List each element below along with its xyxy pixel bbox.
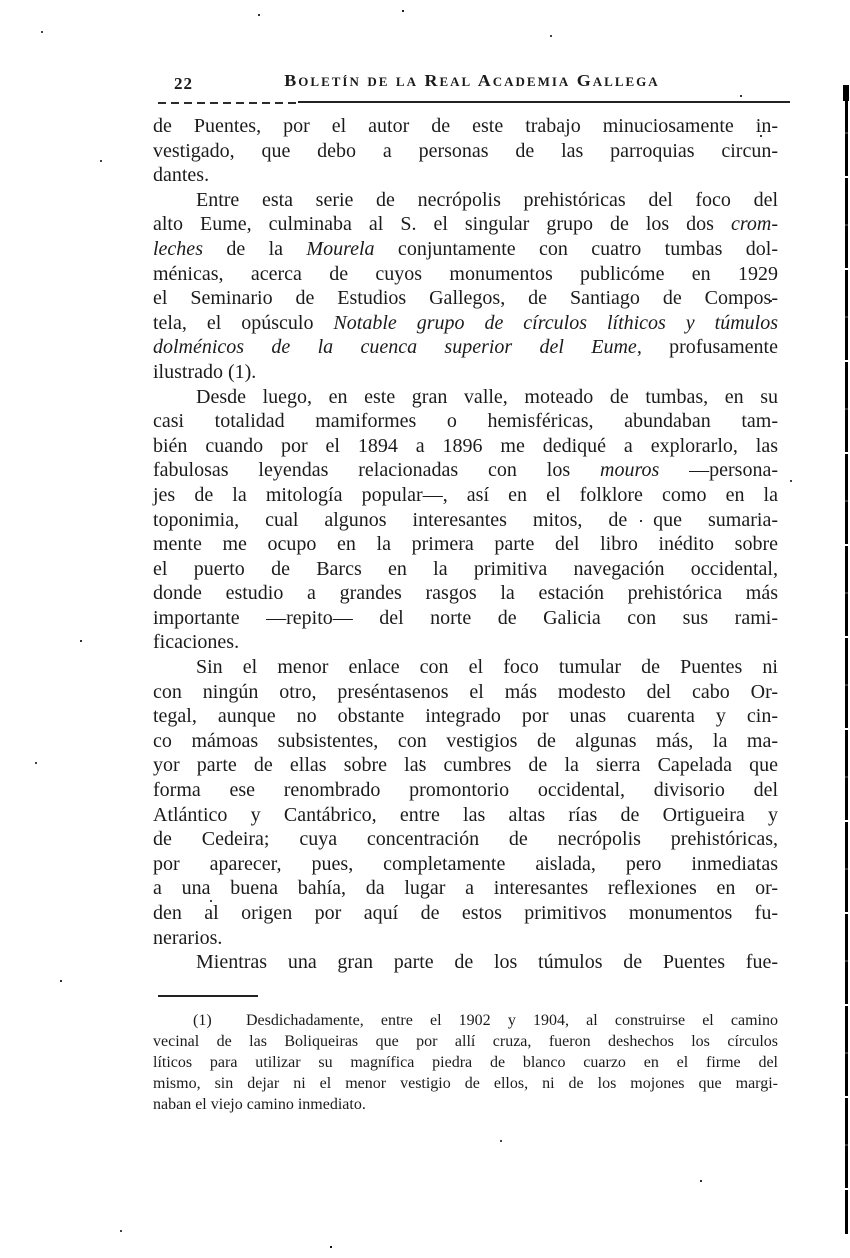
text-line: yor parte de ellas sobre las cumbres de la sierra Capelada que	[153, 754, 778, 777]
text-line: mente me ocupo en la primera parte del libro inédito sobre	[153, 533, 778, 556]
text-line: forma ese renombrado promontorio occidental, divisorio del	[153, 779, 778, 802]
text-line: dolménicos de la cuenca superior del Eume, profusamente	[153, 336, 778, 359]
text-line: naban el viejo camino inmediato.	[153, 1096, 366, 1113]
text-line: (1) Desdichadamente, entre el 1902 y 1904, al construirse el camino	[193, 1012, 778, 1029]
text-line: fabulosas leyendas relacionadas con los mouros —persona-	[153, 459, 779, 482]
text-line: Atlántico y Cantábrico, entre las altas rías de Ortigueira y	[153, 803, 778, 826]
text-line: líticos para utilizar su magnífica piedra de blanco cuarzo en el firme del	[153, 1054, 778, 1071]
scan-speckles	[0, 0, 2, 2]
header-rule-solid-segment	[298, 101, 790, 103]
text-line: ilustrado (1).	[153, 360, 257, 383]
page-body	[153, 114, 778, 975]
text-line: ménicas, acerca de cuyos monumentos publicóme en 1929	[153, 262, 778, 285]
text-line: con ningún otro, preséntasenos el más modesto del cabo Or-	[153, 680, 778, 703]
text-line: Sin el menor enlace con el foco tumular de Puentes ni	[196, 656, 778, 679]
header-rule	[158, 101, 790, 104]
text-line: ficaciones.	[153, 631, 240, 654]
text-line: el puerto de Barcs en la primitiva navegación occidental,	[153, 557, 778, 580]
text-line: de Cedeira; cuya concentración de necrópolis prehistóricas,	[153, 828, 778, 851]
text-line: vestigado, que debo a personas de las parroquias circun-	[153, 139, 778, 162]
footnote-separator	[158, 995, 258, 997]
text-line: alto Eume, culminaba al S. el singular grupo de los dos crom-	[153, 213, 778, 236]
scan-edge-artifact	[845, 86, 848, 1234]
text-line: tela, el opúsculo Notable grupo de círculos líthicos y túmulos	[153, 311, 778, 334]
footnote	[153, 1010, 778, 1115]
page-number: 22	[174, 74, 193, 93]
text-line: dantes.	[153, 164, 210, 187]
text-line: Desde luego, en este gran valle, moteado de tumbas, en su	[196, 385, 778, 408]
paragraph	[153, 950, 778, 975]
text-line: importante —repito— del norte de Galicia con sus rami-	[153, 606, 778, 629]
text-line: donde estudio a grandes rasgos la estación prehistórica más	[153, 582, 778, 605]
text-line: casi totalidad mamiformes o hemisféricas, abundaban tam-	[153, 410, 778, 433]
text-line: nerarios.	[153, 926, 223, 949]
paragraph	[153, 385, 778, 656]
paragraph	[153, 114, 778, 188]
text-line: leches de la Mourela conjuntamente con cuatro tumbas dol-	[153, 237, 778, 260]
paragraph	[153, 188, 778, 385]
text-line: bién cuando por el 1894 a 1896 me dediqué a explorarlo, las	[153, 434, 778, 457]
text-line: den al origen por aquí de estos primitivos monumentos fu-	[153, 902, 778, 924]
text-line: vecinal de las Boliqueiras que por allí cruza, fueron deshechos los círculos	[153, 1033, 778, 1050]
paragraph	[153, 655, 778, 950]
header-rule-dashed-segment	[158, 102, 296, 104]
text-line: el Seminario de Estudios Gallegos, de Santiago de Compos-	[153, 287, 778, 310]
journal-header-title: Boletín de la Real Academia Gallega	[284, 70, 660, 90]
text-line: jes de la mitología popular—, así en el folklore como en la	[153, 483, 778, 506]
text-line: co mámoas subsistentes, con vestigios de algunas más, la ma-	[153, 729, 778, 752]
text-line: Mientras una gran parte de los túmulos de Puentes fue-	[196, 951, 778, 974]
text-line: tegal, aunque no obstante integrado por unas cuarenta y cin-	[153, 705, 778, 728]
text-line: a una buena bahía, da lugar a interesantes reflexiones en or-	[153, 877, 778, 900]
text-line: por aparecer, pues, completamente aislada, pero inmediatas	[153, 852, 778, 875]
text-line: de Puentes, por el autor de este trabajo minuciosamente in-	[153, 115, 778, 137]
text-line: toponimia, cual algunos interesantes mitos, de que sumaria-	[153, 508, 778, 531]
running-header	[162, 70, 782, 96]
text-line: mismo, sin dejar ni el menor vestigio de ellos, ni de los mojones que margi-	[153, 1075, 778, 1092]
text-line: Entre esta serie de necrópolis prehistóricas del foco del	[196, 188, 778, 211]
